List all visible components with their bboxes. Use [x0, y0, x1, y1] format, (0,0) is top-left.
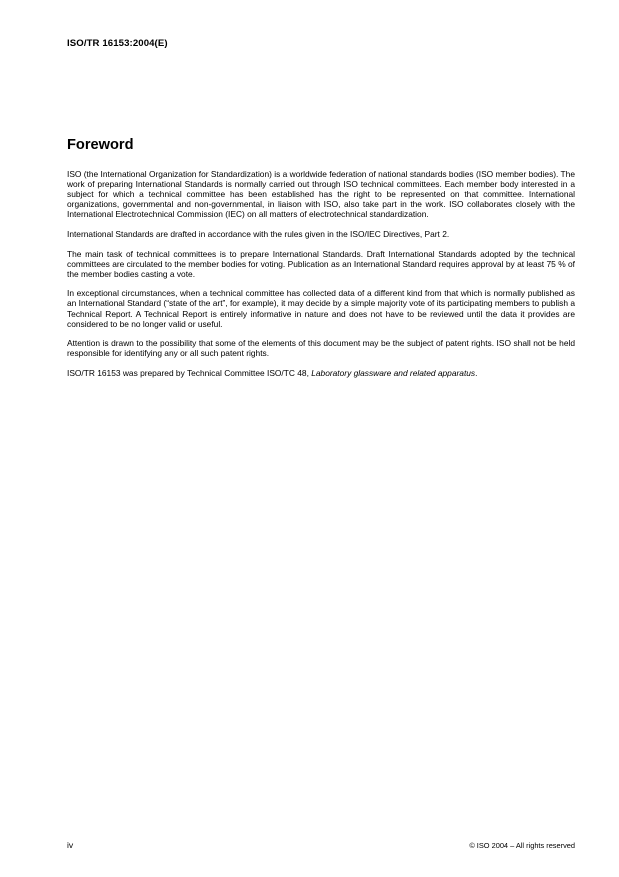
- copyright-notice: © ISO 2004 – All rights reserved: [469, 841, 575, 850]
- paragraph-drafting-rules: International Standards are drafted in accordance with the rules given in the ISO/IEC Directives, Part 2.: [67, 228, 450, 239]
- paragraph-prepared-by: [67, 368, 575, 378]
- page-title: Foreword: [67, 137, 134, 153]
- prepared-by-lead: ISO/TR 16153 was prepared by Technical Committee ISO/TC 48,: [67, 367, 312, 378]
- committee-title: Laboratory glassware and related apparatus: [311, 367, 476, 378]
- prepared-by-end: .: [475, 367, 478, 378]
- document-identifier: ISO/TR 16153:2004(E): [67, 38, 168, 49]
- paragraph-main-task: The main task of technical committees is to prepare International Standards. Draft International Standards adopted by the technical committees are circulated to the member bodies for voting. Publication as an International Standard requires approval by at least 75 % of the member bodies casting a vote.: [67, 248, 575, 279]
- paragraph-iso-federation: ISO (the International Organization for Standardization) is a worldwide federation of national standards bodies (ISO member bodies). The work of preparing International Standards is normally carried out through ISO technical committees. Each member body interested in a subject for which a technical committee has been established has the right to be represented on that committee. International organizations, governmental and non-governmental, in liaison with ISO, also take part in the work. ISO collaborates closely with the International Electrotechnical Commission (IEC) on all matters of electrotechnical standardization.: [67, 169, 575, 220]
- page-number: iv: [67, 840, 74, 850]
- paragraph-patent-rights: Attention is drawn to the possibility that some of the elements of this document may be the subject of patent rights. ISO shall not be held responsible for identifying any or all such patent rights.: [67, 338, 575, 359]
- paragraph-technical-report: In exceptional circumstances, when a technical committee has collected data of a different kind from that which is normally published as an International Standard (“state of the art”, for example), it may decide by a simple majority vote of its participating members to publish a Technical Report. A Technical Report is entirely informative in nature and does not have to be reviewed until the data it provides are considered to be no longer valid or useful.: [67, 288, 575, 329]
- foreword-body: [67, 169, 575, 378]
